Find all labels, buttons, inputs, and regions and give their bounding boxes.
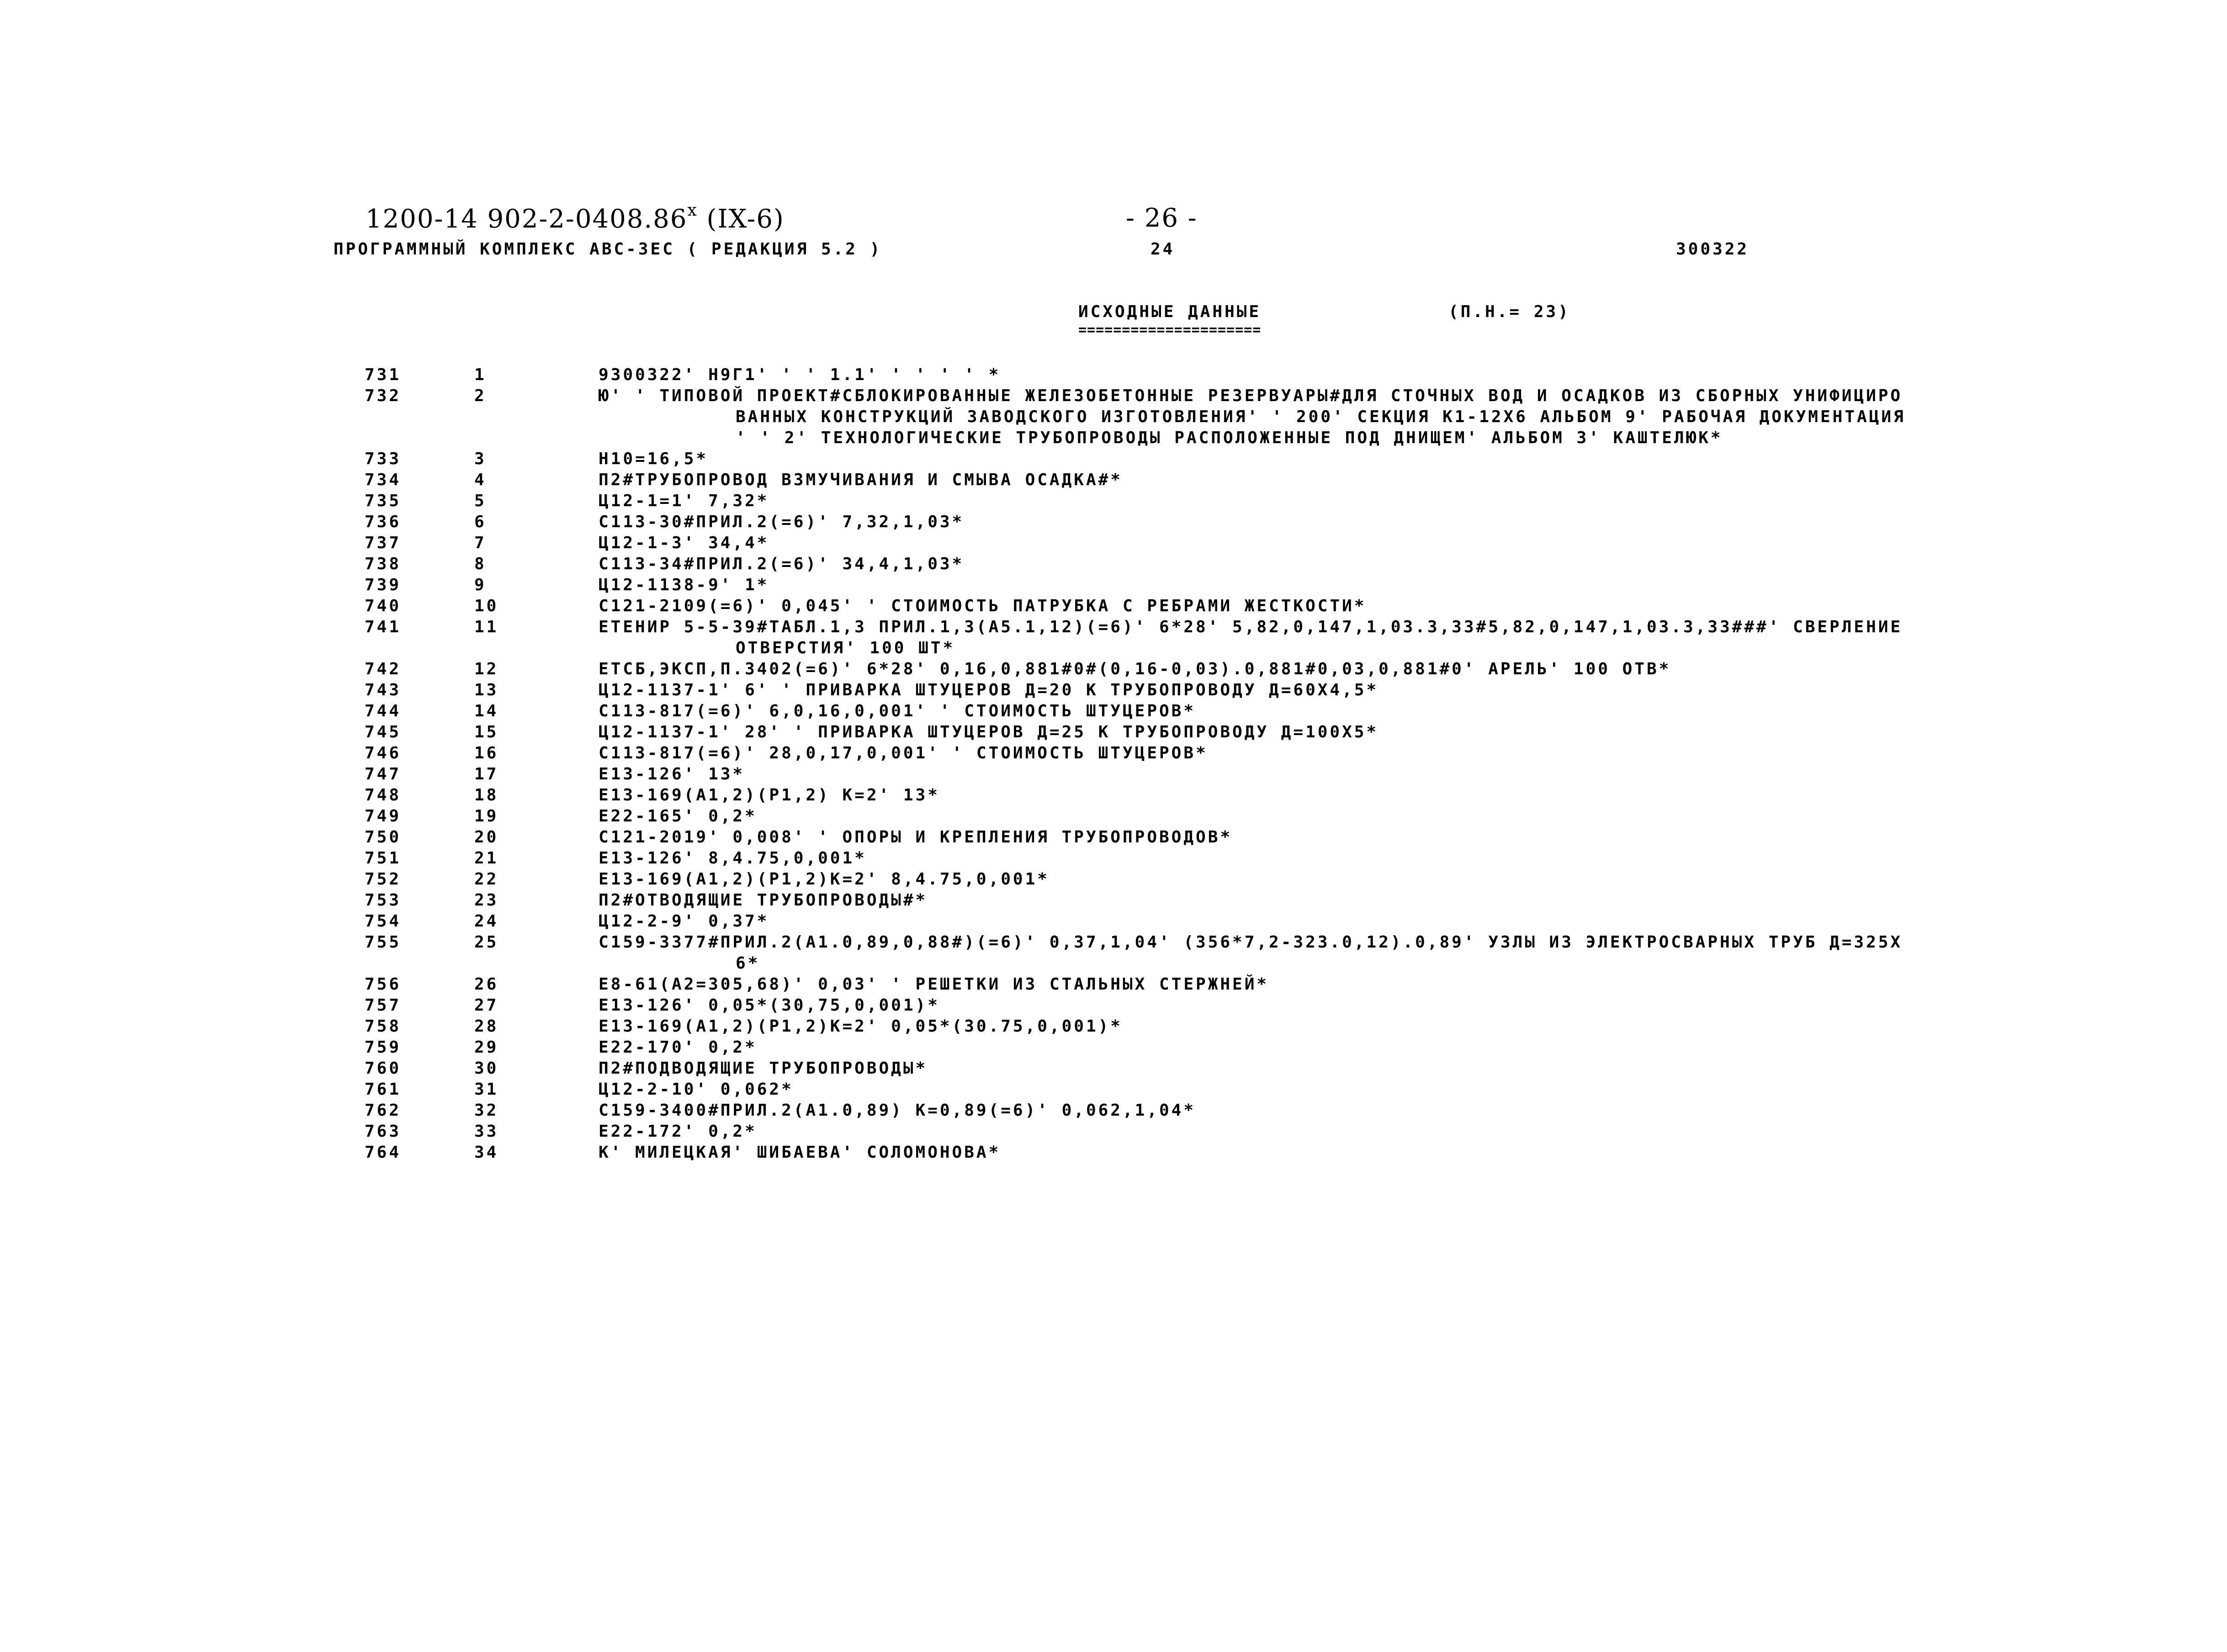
record-number: 745 bbox=[365, 723, 402, 741]
record-number: 762 bbox=[365, 1101, 402, 1120]
listing-row bbox=[356, 512, 1956, 533]
record-text-line: Е13-126' 8,4.75,0,001* bbox=[599, 849, 867, 868]
line-number: 9 bbox=[474, 576, 487, 594]
record-text bbox=[599, 1100, 1956, 1121]
listing-row bbox=[356, 701, 1956, 722]
record-number: 739 bbox=[365, 576, 402, 594]
record-number: 748 bbox=[365, 786, 402, 805]
listing-row bbox=[356, 932, 1956, 974]
line-number: 11 bbox=[474, 618, 499, 636]
record-text bbox=[599, 1058, 1956, 1079]
line-number: 34 bbox=[474, 1143, 499, 1162]
record-text bbox=[599, 932, 1956, 974]
page-number: - 26 - bbox=[1126, 203, 1198, 233]
record-number: 746 bbox=[365, 744, 402, 762]
record-text-line: Н10=16,5* bbox=[599, 450, 709, 468]
record-text-line: Ю' ' ТИПОВОЙ ПРОЕКТ#СБЛОКИРОВАННЫЕ ЖЕЛЕЗОБЕТОННЫЕ РЕЗЕРВУАРЫ#ДЛЯ СТОЧНЫХ ВОД И ОСАДКОВ ИЗ СБОРНЫХ УНИФИЦИРО bbox=[599, 387, 1903, 405]
record-text bbox=[599, 1037, 1956, 1058]
line-number: 20 bbox=[474, 828, 499, 847]
record-text bbox=[599, 1016, 1956, 1037]
record-text-line: П2#ОТВОДЯЩИЕ ТРУБОПРОВОДЫ#* bbox=[599, 891, 928, 910]
line-number: 30 bbox=[474, 1059, 499, 1078]
record-number: 754 bbox=[365, 912, 402, 931]
record-text-line: Ц12-1-3' 34,4* bbox=[599, 534, 769, 552]
record-text bbox=[599, 911, 1956, 932]
record-text bbox=[599, 491, 1956, 512]
record-number: 732 bbox=[365, 387, 402, 405]
listing-row bbox=[356, 848, 1956, 869]
record-number: 751 bbox=[365, 849, 402, 868]
record-number: 752 bbox=[365, 870, 402, 889]
line-number: 2 bbox=[474, 387, 487, 405]
record-number: 738 bbox=[365, 555, 402, 573]
record-text-line: Ц12-1138-9' 1* bbox=[599, 576, 769, 594]
line-number: 32 bbox=[474, 1101, 499, 1120]
line-number: 16 bbox=[474, 744, 499, 762]
record-number: 743 bbox=[365, 681, 402, 699]
record-text-line: ЕТЕНИР 5-5-39#ТАБЛ.1,3 ПРИЛ.1,3(А5.1,12)(=6)' 6*28' 5,82,0,147,1,03.3,33#5,82,0,147,1,03.3,33###' СВЕРЛЕНИЕ bbox=[599, 618, 1903, 636]
record-text-line: Ц12-2-9' 0,37* bbox=[599, 912, 769, 931]
listing-row bbox=[356, 470, 1956, 491]
record-text bbox=[599, 848, 1956, 869]
listing-row bbox=[356, 890, 1956, 911]
record-text-line: С121-2019' 0,008' ' ОПОРЫ И КРЕПЛЕНИЯ ТРУБОПРОВОДОВ* bbox=[599, 828, 1233, 847]
record-text-line: Е22-170' 0,2* bbox=[599, 1038, 757, 1057]
line-number: 31 bbox=[474, 1080, 499, 1099]
line-number: 21 bbox=[474, 849, 499, 868]
line-number: 33 bbox=[474, 1122, 499, 1141]
record-text-line: Ц12-1137-1' 6' ' ПРИВАРКА ШТУЦЕРОВ Д=20 К ТРУБОПРОВОДУ Д=60Х4,5* bbox=[599, 681, 1379, 699]
record-text-line: К' МИЛЕЦКАЯ' ШИБАЕВА' СОЛОМОНОВА* bbox=[599, 1143, 1001, 1162]
record-text bbox=[599, 1142, 1956, 1163]
record-text bbox=[599, 743, 1956, 764]
listing-row bbox=[356, 869, 1956, 890]
record-text bbox=[599, 533, 1956, 554]
record-text bbox=[599, 827, 1956, 848]
record-text bbox=[599, 1121, 1956, 1142]
listing-row bbox=[356, 1100, 1956, 1121]
line-number: 17 bbox=[474, 765, 499, 784]
listing-row bbox=[356, 1037, 1956, 1058]
line-number: 27 bbox=[474, 996, 499, 1015]
listing-row bbox=[356, 785, 1956, 806]
line-number: 29 bbox=[474, 1038, 499, 1057]
record-text bbox=[599, 617, 1956, 659]
pn-label: (П.Н.= 23) bbox=[1448, 302, 1570, 321]
document-code-sup: x bbox=[687, 201, 698, 220]
listing-row bbox=[356, 1058, 1956, 1079]
record-text bbox=[599, 680, 1956, 701]
line-number: 13 bbox=[474, 681, 499, 699]
listing-row bbox=[356, 827, 1956, 848]
line-number: 5 bbox=[474, 492, 487, 510]
listing-row bbox=[356, 533, 1956, 554]
line-number: 3 bbox=[474, 450, 487, 468]
record-number: 731 bbox=[365, 365, 402, 384]
record-number: 756 bbox=[365, 975, 402, 994]
record-number: 744 bbox=[365, 702, 402, 720]
record-text bbox=[599, 386, 1956, 449]
record-text bbox=[599, 554, 1956, 575]
record-continuation-line: ВАННЫХ КОНСТРУКЦИЙ ЗАВОДСКОГО ИЗГОТОВЛЕНИЯ' ' 200' СЕКЦИЯ К1-12Х6 АЛЬБОМ 9' РАБОЧАЯ ДОКУМЕНТАЦИЯ bbox=[736, 408, 1906, 426]
line-number: 7 bbox=[474, 534, 487, 552]
record-number: 759 bbox=[365, 1038, 402, 1057]
record-text-line: Е22-172' 0,2* bbox=[599, 1122, 757, 1141]
record-number: 733 bbox=[365, 450, 402, 468]
record-text-line: Е13-126' 13* bbox=[599, 765, 745, 784]
record-text bbox=[599, 701, 1956, 722]
record-number: 750 bbox=[365, 828, 402, 847]
record-number: 747 bbox=[365, 765, 402, 784]
listing-row bbox=[356, 995, 1956, 1016]
section-underline: ===================== bbox=[1078, 322, 1262, 338]
record-continuation-line: 6* bbox=[736, 954, 760, 973]
line-number: 10 bbox=[474, 597, 499, 615]
listing-row bbox=[356, 764, 1956, 785]
record-number: 740 bbox=[365, 597, 402, 615]
record-text-line: С121-2109(=6)' 0,045' ' СТОИМОСТЬ ПАТРУБКА С РЕБРАМИ ЖЕСТКОСТИ* bbox=[599, 597, 1367, 615]
line-number: 6 bbox=[474, 513, 487, 531]
record-text-line: П2#ТРУБОПРОВОД ВЗМУЧИВАНИЯ И СМЫВА ОСАДКА#* bbox=[599, 471, 1123, 489]
record-text-line: С159-3400#ПРИЛ.2(А1.0,89) К=0,89(=6)' 0,062,1,04* bbox=[599, 1101, 1196, 1120]
line-number: 23 bbox=[474, 891, 499, 910]
listing-row bbox=[356, 722, 1956, 743]
line-number: 4 bbox=[474, 471, 487, 489]
record-text bbox=[599, 890, 1956, 911]
listing-row bbox=[356, 596, 1956, 617]
listing-row bbox=[356, 1142, 1956, 1163]
line-number: 15 bbox=[474, 723, 499, 741]
record-text-line: Ц12-2-10' 0,062* bbox=[599, 1080, 794, 1099]
record-text bbox=[599, 659, 1956, 680]
record-number: 735 bbox=[365, 492, 402, 510]
line-number: 19 bbox=[474, 807, 499, 826]
record-text bbox=[599, 764, 1956, 785]
record-number: 734 bbox=[365, 471, 402, 489]
listing-row bbox=[356, 575, 1956, 596]
record-number: 741 bbox=[365, 618, 402, 636]
record-number: 742 bbox=[365, 660, 402, 678]
listing-row bbox=[356, 974, 1956, 995]
record-text-line: Е13-169(А1,2)(Р1,2) К=2' 13* bbox=[599, 786, 940, 805]
listing-row bbox=[356, 365, 1956, 386]
line-number: 24 bbox=[474, 912, 499, 931]
listing-row bbox=[356, 911, 1956, 932]
listing-row bbox=[356, 659, 1956, 680]
line-number: 26 bbox=[474, 975, 499, 994]
listing-row bbox=[356, 1079, 1956, 1100]
program-complex-header: ПРОГРАММНЫЙ КОМПЛЕКС АВС-3ЕС ( РЕДАКЦИЯ 5.2 ) bbox=[334, 240, 882, 259]
line-number: 18 bbox=[474, 786, 499, 805]
record-text-line: С113-34#ПРИЛ.2(=6)' 34,4,1,03* bbox=[599, 555, 965, 573]
line-number: 22 bbox=[474, 870, 499, 889]
document-code bbox=[366, 201, 785, 234]
record-text bbox=[599, 512, 1956, 533]
record-number: 764 bbox=[365, 1143, 402, 1162]
record-text bbox=[599, 806, 1956, 827]
document-code-main: 1200-14 902-2-0408.86 bbox=[366, 204, 688, 234]
record-text-line: С113-817(=6)' 6,0,16,0,001' ' СТОИМОСТЬ ШТУЦЕРОВ* bbox=[599, 702, 1196, 720]
listing-row bbox=[356, 554, 1956, 575]
record-text bbox=[599, 722, 1956, 743]
record-text bbox=[599, 449, 1956, 470]
record-text bbox=[599, 365, 1956, 386]
record-number: 749 bbox=[365, 807, 402, 826]
record-continuation-line: ОТВЕРСТИЯ' 100 ШТ* bbox=[736, 639, 955, 657]
record-text bbox=[599, 596, 1956, 617]
record-text-line: Е13-126' 0,05*(30,75,0,001)* bbox=[599, 996, 940, 1015]
record-text-line: Е8-61(А2=305,68)' 0,03' ' РЕШЕТКИ ИЗ СТАЛЬНЫХ СТЕРЖНЕЙ* bbox=[599, 975, 1269, 994]
record-text-line: Е22-165' 0,2* bbox=[599, 807, 757, 826]
record-number: 736 bbox=[365, 513, 402, 531]
record-text bbox=[599, 785, 1956, 806]
line-number: 12 bbox=[474, 660, 499, 678]
listing-row bbox=[356, 617, 1956, 659]
record-text-line: С113-817(=6)' 28,0,17,0,001' ' СТОИМОСТЬ ШТУЦЕРОВ* bbox=[599, 744, 1208, 762]
listing-row bbox=[356, 491, 1956, 512]
listing-row bbox=[356, 449, 1956, 470]
record-text-line: С159-3377#ПРИЛ.2(А1.0,89,0,88#)(=6)' 0,37,1,04' (356*7,2-323.0,12).0,89' УЗЛЫ ИЗ ЭЛЕКТРОСВАРНЫХ ТРУБ Д=325Х bbox=[599, 933, 1903, 952]
line-number: 8 bbox=[474, 555, 487, 573]
document-number: 300322 bbox=[1676, 240, 1750, 259]
line-number: 28 bbox=[474, 1017, 499, 1036]
record-number: 761 bbox=[365, 1080, 402, 1099]
record-text-line: Ц12-1137-1' 28' ' ПРИВАРКА ШТУЦЕРОВ Д=25 К ТРУБОПРОВОДУ Д=100Х5* bbox=[599, 723, 1379, 741]
listing-row bbox=[356, 1016, 1956, 1037]
section-title: ИСХОДНЫЕ ДАННЫЕ bbox=[1078, 302, 1262, 321]
record-number: 758 bbox=[365, 1017, 402, 1036]
listing-row bbox=[356, 386, 1956, 449]
record-number: 753 bbox=[365, 891, 402, 910]
line-number: 25 bbox=[474, 933, 499, 952]
record-number: 760 bbox=[365, 1059, 402, 1078]
listing-rows bbox=[356, 365, 1956, 1163]
record-text bbox=[599, 995, 1956, 1016]
listing-row bbox=[356, 743, 1956, 764]
record-text bbox=[599, 470, 1956, 491]
record-continuation-line: ' ' 2' ТЕХНОЛОГИЧЕСКИЕ ТРУБОПРОВОДЫ РАСПОЛОЖЕННЫЕ ПОД ДНИЩЕМ' АЛЬБОМ 3' КАШТЕЛЮК* bbox=[736, 429, 1723, 447]
line-number: 14 bbox=[474, 702, 499, 720]
record-text-line: Е13-169(А1,2)(Р1,2)К=2' 0,05*(30.75,0,001)* bbox=[599, 1017, 1123, 1036]
record-text-line: С113-30#ПРИЛ.2(=6)' 7,32,1,03* bbox=[599, 513, 965, 531]
record-number: 763 bbox=[365, 1122, 402, 1141]
sheet-number: 24 bbox=[1151, 240, 1175, 259]
record-text-line: Е13-169(А1,2)(Р1,2)К=2' 8,4.75,0,001* bbox=[599, 870, 1050, 889]
line-number: 1 bbox=[474, 365, 487, 384]
record-text-line: П2#ПОДВОДЯЩИЕ ТРУБОПРОВОДЫ* bbox=[599, 1059, 928, 1078]
listing-row bbox=[356, 680, 1956, 701]
record-number: 737 bbox=[365, 534, 402, 552]
record-text bbox=[599, 575, 1956, 596]
record-text bbox=[599, 869, 1956, 890]
record-text-line: Ц12-1=1' 7,32* bbox=[599, 492, 769, 510]
record-number: 755 bbox=[365, 933, 402, 952]
record-number: 757 bbox=[365, 996, 402, 1015]
record-text bbox=[599, 1079, 1956, 1100]
listing-row bbox=[356, 1121, 1956, 1142]
document-code-suffix: (IX-6) bbox=[697, 204, 785, 234]
listing-row bbox=[356, 806, 1956, 827]
record-text bbox=[599, 974, 1956, 995]
record-text-line: ЕТСБ,ЭКСП,П.3402(=6)' 6*28' 0,16,0,881#0#(0,16-0,03).0,881#0,03,0,881#0' АРЕЛЬ' 100 ОТВ* bbox=[599, 660, 1671, 678]
record-text-line: 9300322' Н9Г1' ' ' 1.1' ' ' ' ' * bbox=[599, 365, 1001, 384]
